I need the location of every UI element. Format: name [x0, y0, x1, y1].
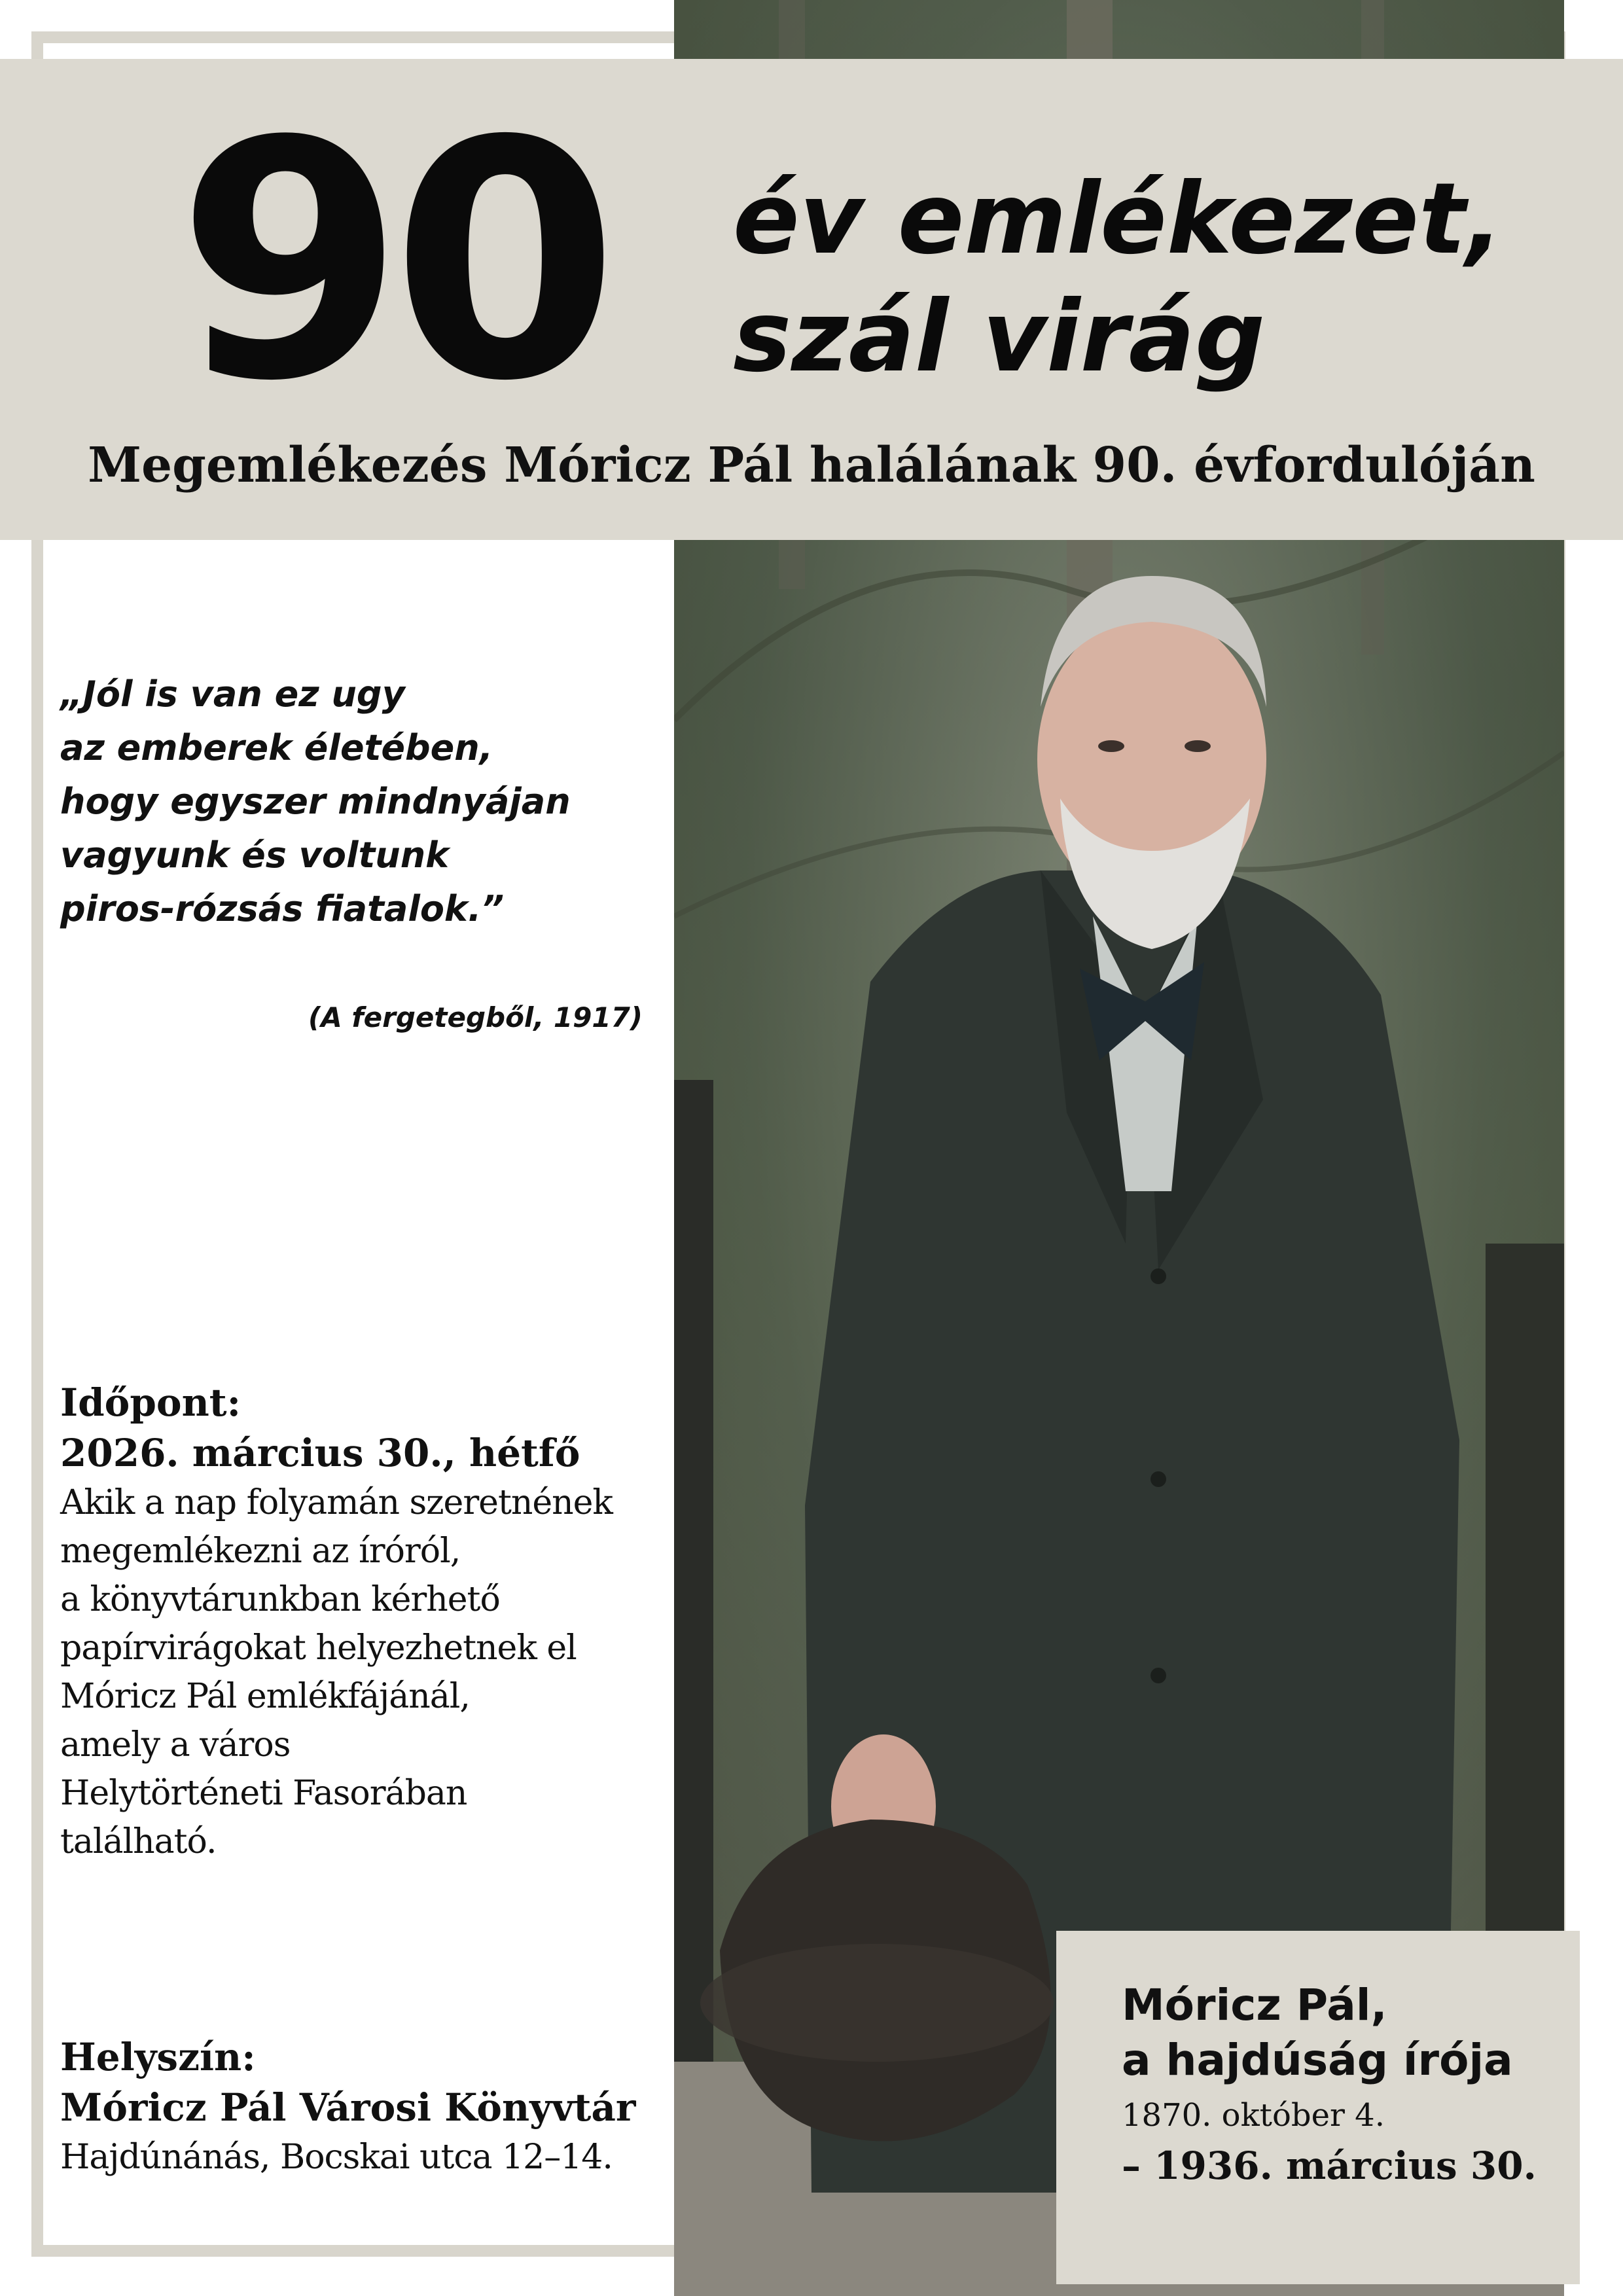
description-line: megemlékezni az íróról,	[60, 1532, 461, 1571]
title-line-2: szál virág	[733, 280, 1266, 394]
portrait-epithet: a hajdúság írója	[1122, 2035, 1513, 2085]
portrait-name: Móricz Pál,	[1122, 1980, 1387, 2030]
description-line: található.	[60, 1822, 217, 1861]
event-time-block	[60, 1378, 662, 1866]
portrait-caption-box	[1056, 1931, 1580, 2284]
event-description	[60, 1479, 662, 1866]
anniversary-number: 90	[177, 71, 606, 452]
event-place-block	[60, 2032, 662, 2181]
venue-address: Hajdúnánás, Bocskai utca 12–14.	[60, 2138, 613, 2177]
description-line: amely a város	[60, 1725, 291, 1765]
quote-source: (A fergetegből, 1917)	[308, 1001, 643, 1033]
header-band	[0, 59, 1623, 540]
description-line: a könyvtárunkban kérhető	[60, 1580, 500, 1619]
subtitle: Megemlékezés Móricz Pál halálának 90. évfordulóján	[88, 437, 1535, 493]
venue-name: Móricz Pál Városi Könyvtár	[60, 2085, 636, 2130]
title-line-1: év emlékezet,	[733, 162, 1503, 276]
quote-line: hogy egyszer mindnyájan	[60, 781, 571, 822]
quote-line: piros-rózsás fiatalok.”	[60, 888, 505, 929]
death-date: – 1936. március 30.	[1122, 2144, 1537, 2188]
description-line: Móricz Pál emlékfájánál,	[60, 1677, 470, 1716]
birth-date: 1870. október 4.	[1122, 2097, 1385, 2134]
quote-line: „Jól is van ez ugy	[60, 673, 405, 715]
event-date: 2026. március 30., hétfő	[60, 1431, 580, 1475]
time-label: Időpont:	[60, 1380, 241, 1425]
quote-line: az emberek életében,	[60, 727, 493, 768]
description-line: Akik a nap folyamán szeretnének	[60, 1483, 613, 1522]
place-label: Helyszín:	[60, 2035, 256, 2079]
quote-line: vagyunk és voltunk	[60, 834, 450, 876]
description-line: Helytörténeti Fasorában	[60, 1774, 467, 1813]
quote	[60, 668, 649, 936]
description-line: papírvirágokat helyezhetnek el	[60, 1628, 577, 1668]
